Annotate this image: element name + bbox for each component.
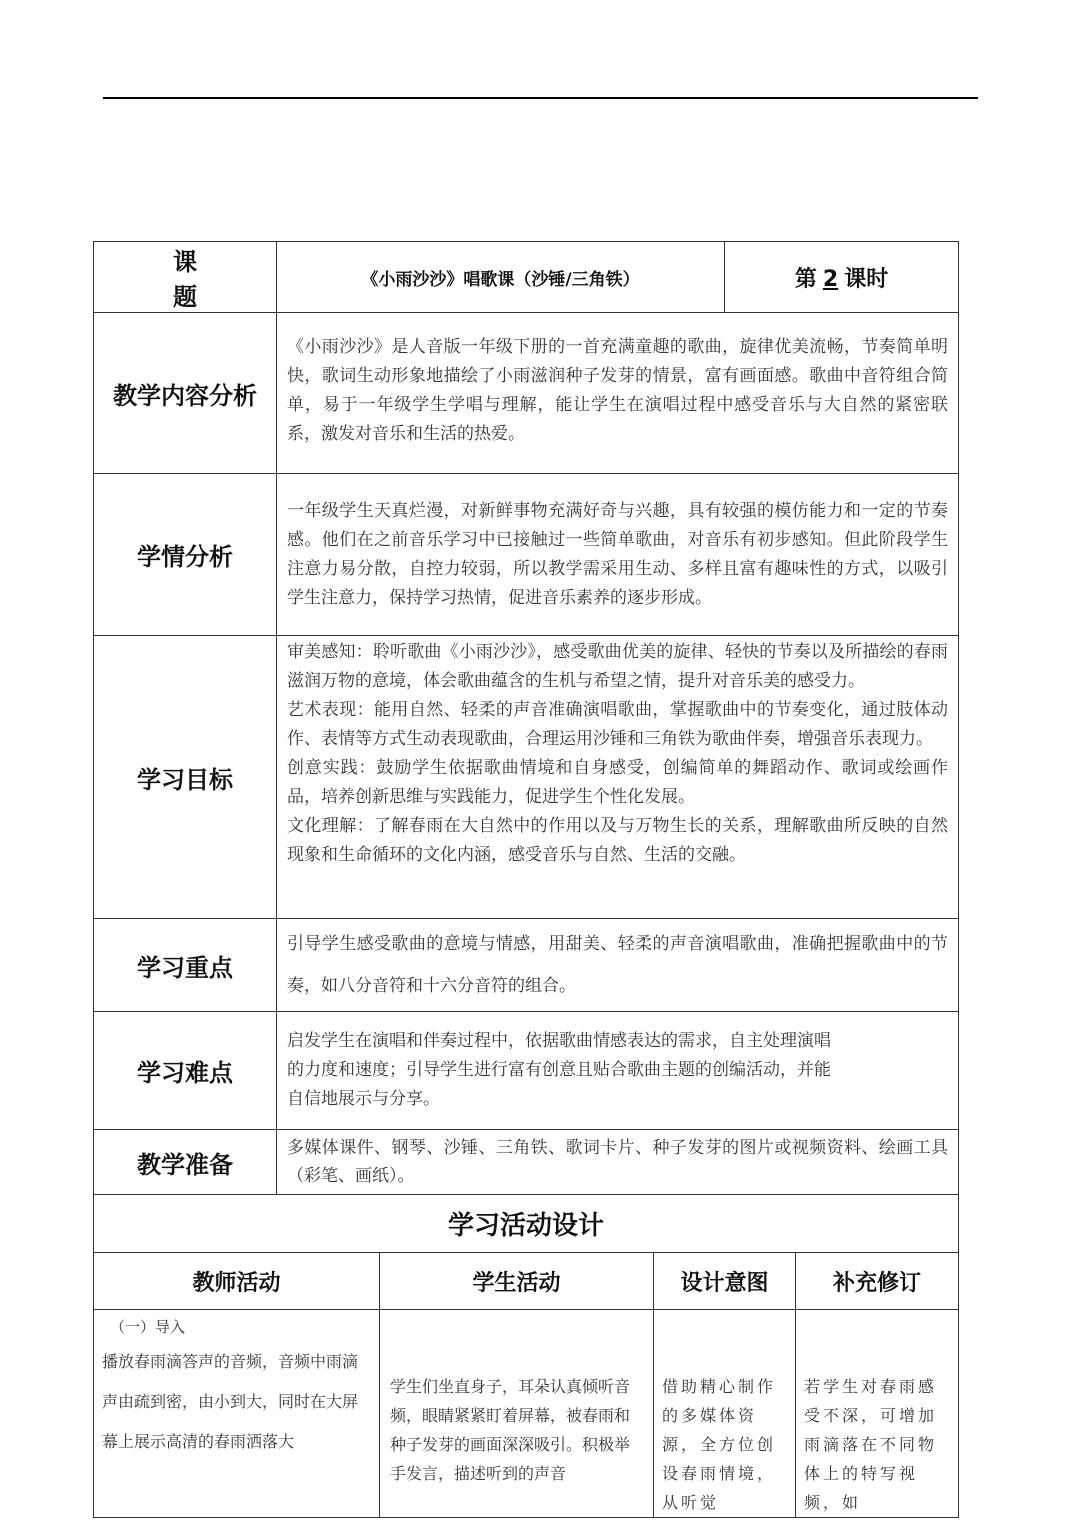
difficulties-label: 学习难点 [94,1012,277,1130]
objective-expression: 艺术表现：能用自然、轻柔的声音准确演唱歌曲，掌握歌曲中的节奏变化，通过肢体动作、表情等方式生动表现歌曲，合理运用沙锤和三角铁为歌曲伴奏，增强音乐表现力。 [287,700,949,749]
preparation-text: 多媒体课件、钢琴、沙锤、三角铁、歌词卡片、种子发芽的图片或视频资料、绘画工具（彩笔、画纸）。 [277,1130,959,1195]
key-points-label: 学习重点 [94,919,277,1012]
intro-intent-text: 借助精心制作的多媒体资源，全方位创设春雨情境，从听觉 [654,1310,796,1518]
difficulties-line-2: 的力度和速度；引导学生进行富有创意且贴合歌曲主题的创编活动，并能 [287,1060,831,1080]
period-suffix: 课时 [844,266,889,292]
intro-subheading: （一）导入 [110,1318,186,1336]
activity-teacher-cell [94,1310,380,1518]
topic-label: 课题 [94,242,277,313]
content-analysis-label: 教学内容分析 [94,313,277,474]
period-number: 2 [822,266,839,292]
difficulties-line-1: 启发学生在演唱和伴奏过程中，依据歌曲情感表达的需求，自主处理演唱 [287,1031,831,1051]
key-points-row [94,919,959,1012]
lesson-period [725,242,959,313]
objectives-label: 学习目标 [94,636,277,919]
col-head-revision: 补充修订 [796,1253,959,1310]
activity-header-row [94,1253,959,1310]
lesson-plan-table [93,241,959,1518]
content-analysis-row [94,313,959,474]
difficulties-text [277,1012,959,1130]
objectives-list [277,636,959,919]
activity-row-intro [94,1310,959,1518]
content-analysis-text: 《小雨沙沙》是人音版一年级下册的一首充满童趣的歌曲，旋律优美流畅，节奏简单明快，歌词生动形象地描绘了小雨滋润种子发芽的情景，富有画面感。歌曲中音符组合简单，易于一年级学生学唱与理解，能让学生在演唱过程中感受音乐与大自然的紧密联系，激发对音乐和生活的热爱。 [277,313,959,474]
difficulties-row [94,1012,959,1130]
learner-analysis-text: 一年级学生天真烂漫，对新鲜事物充满好奇与兴趣，具有较强的模仿能力和一定的节奏感。他们在之前音乐学习中已接触过一些简单歌曲，对音乐有初步感知。但此阶段学生注意力易分散，自控力较弱，所以教学需采用生动、多样且富有趣味性的方式，以吸引学生注意力，保持学习热情，促进音乐素养的逐步形成。 [277,474,959,636]
period-prefix: 第 [794,266,817,292]
intro-revision-text: 若学生对春雨感受不深，可增加雨滴落在不同物体上的特写视频，如 [796,1310,959,1518]
col-head-intent: 设计意图 [654,1253,796,1310]
page-header-rule [103,97,978,99]
objective-culture: 文化理解：了解春雨在大自然中的作用以及与万物生长的关系，理解歌曲所反映的自然现象和生命循环的文化内涵，感受音乐与自然、生活的交融。 [287,816,949,865]
lesson-title: 《小雨沙沙》唱歌课（沙锤/三角铁） [277,242,725,313]
intro-student-text: 学生们坐直身子，耳朵认真倾听音频，眼睛紧紧盯着屏幕，被春雨和种子发芽的画面深深吸引。积极举手发言，描述听到的声音 [380,1310,654,1518]
objectives-row [94,636,959,919]
difficulties-line-3: 自信地展示与分享。 [287,1089,440,1109]
col-head-student: 学生活动 [380,1253,654,1310]
key-points-text: 引导学生感受歌曲的意境与情感，用甜美、轻柔的声音演唱歌曲，准确把握歌曲中的节奏，如八分音符和十六分音符的组合。 [277,919,959,1012]
objective-aesthetic: 审美感知：聆听歌曲《小雨沙沙》，感受歌曲优美的旋律、轻快的节奏以及所描绘的春雨滋润万物的意境，体会歌曲蕴含的生机与希望之情，提升对音乐美的感受力。 [287,642,949,691]
activity-design-title: 学习活动设计 [94,1195,959,1253]
col-head-teacher: 教师活动 [94,1253,380,1310]
activity-design-row [94,1195,959,1253]
objective-practice: 创意实践：鼓励学生依据歌曲情境和自身感受，创编简单的舞蹈动作、歌词或绘画作品，培养创新思维与实践能力，促进学生个性化发展。 [287,758,949,807]
learner-analysis-row [94,474,959,636]
topic-row [94,242,959,313]
preparation-label: 教学准备 [94,1130,277,1195]
preparation-row [94,1130,959,1195]
learner-analysis-label: 学情分析 [94,474,277,636]
intro-teacher-text: 播放春雨滴答声的音频，音频中雨滴声由疏到密，由小到大，同时在大屏幕上展示高清的春雨洒落大 [102,1352,359,1451]
